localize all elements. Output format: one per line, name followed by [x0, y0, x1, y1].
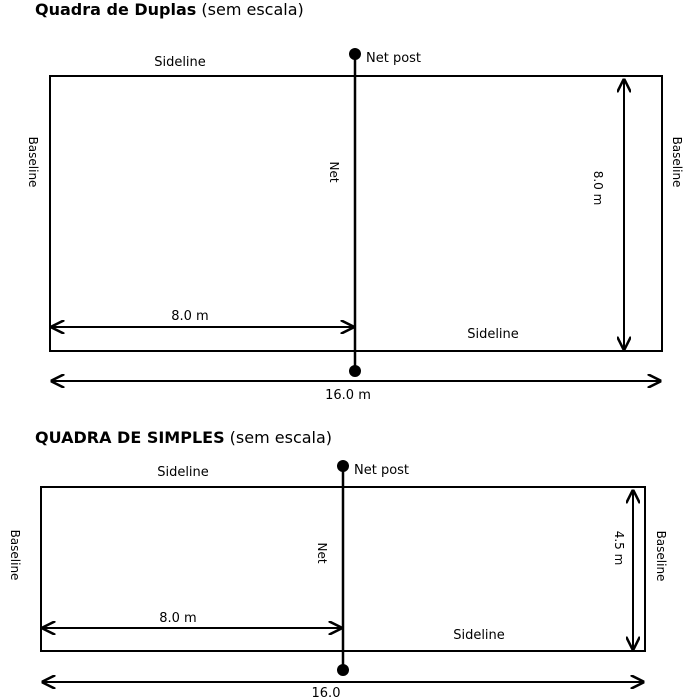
doubles-net-label: Net	[327, 161, 341, 183]
singles-net-post-top	[337, 460, 349, 472]
doubles-half-length-label: 8.0 m	[171, 309, 209, 324]
singles-sideline-top-label: Sideline	[157, 465, 209, 480]
doubles-sideline-bottom-label: Sideline	[467, 327, 519, 342]
singles-sideline-bottom-label: Sideline	[453, 628, 505, 643]
singles-net-post-bottom	[337, 664, 349, 676]
doubles-title-rest: (sem escala)	[196, 0, 304, 19]
doubles-net-post-top	[349, 48, 361, 60]
singles-baseline-right-label: Baseline	[654, 530, 668, 582]
singles-length-label: 16.0	[311, 686, 341, 700]
singles-net-post-label: Net post	[354, 463, 410, 478]
doubles-net-post-bottom	[349, 365, 361, 377]
singles-title-bold: QUADRA DE SIMPLES	[35, 428, 225, 447]
doubles-width-label: 8.0 m	[591, 170, 605, 206]
doubles-court	[26, 48, 684, 403]
doubles-baseline-right-label: Baseline	[670, 136, 684, 188]
singles-baseline-left-label: Baseline	[8, 529, 22, 581]
doubles-title-bold: Quadra de Duplas	[35, 0, 197, 19]
doubles-length-label: 16.0 m	[325, 388, 371, 403]
doubles-net-post-label: Net post	[366, 51, 422, 66]
singles-net-label: Net	[315, 542, 329, 564]
singles-half-length-label: 8.0 m	[159, 611, 197, 626]
singles-title-rest: (sem escala)	[224, 428, 333, 447]
doubles-baseline-left-label: Baseline	[26, 136, 40, 188]
singles-width-label: 4.5 m	[612, 530, 626, 566]
singles-court	[8, 460, 668, 700]
doubles-sideline-top-label: Sideline	[154, 55, 206, 70]
